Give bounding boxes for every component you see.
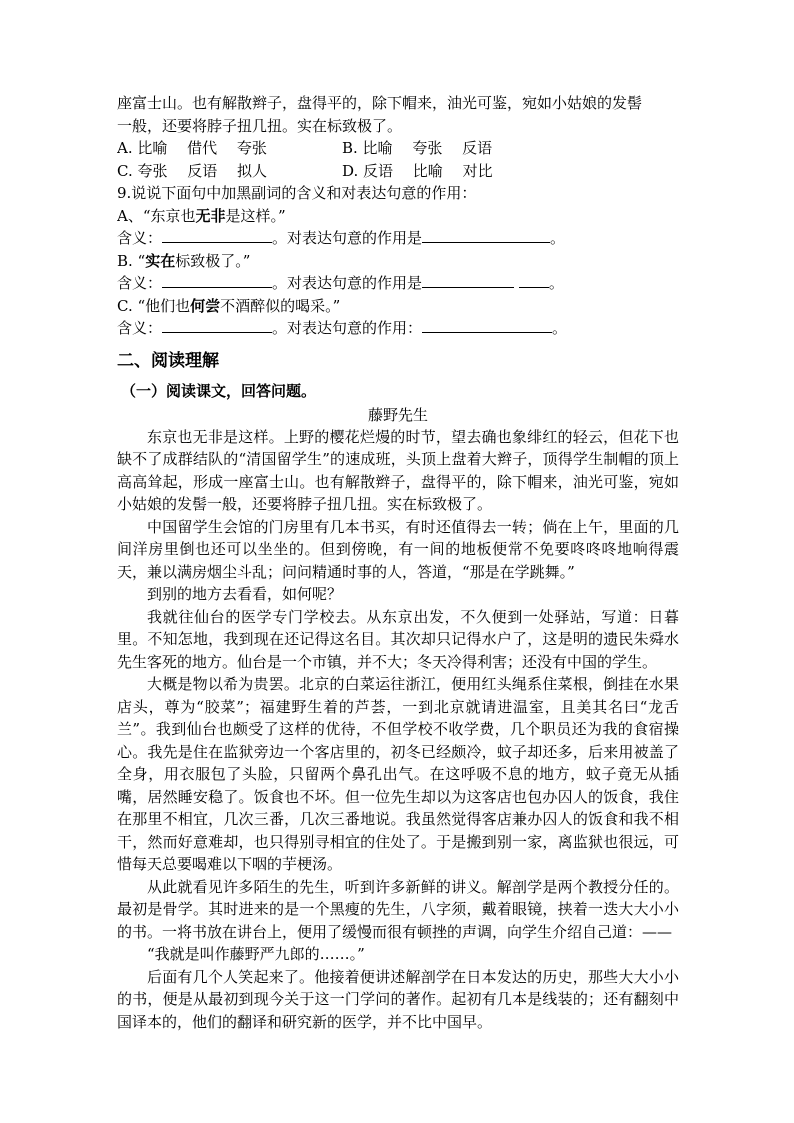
q9-answer-a: 含义： 。对表达句意的作用是 。	[117, 229, 566, 247]
article-title: 藤野先生	[367, 405, 428, 424]
option-c: C. 夸张 反语 拟人	[117, 161, 268, 180]
options-row-1	[117, 137, 679, 160]
page-content	[117, 92, 679, 1033]
q9-item-a: A、“东京也无非是这样。”	[117, 206, 286, 225]
option-d: D. 反语 比喻 对比	[342, 161, 493, 180]
question-9-prompt: 9.说说下面句中加黑副词的含义和对表达句意的作用：	[117, 184, 477, 202]
prev-passage-line-1: 座富士山。也有解散辫子，盘得平的，除下帽来，油光可鉴，宛如小姑娘的发髻	[117, 94, 643, 112]
q9-item-c: C. “他们也何尝不酒醉似的喝采。”	[117, 296, 341, 315]
q9-item-b: B. “实在标致极了。”	[117, 251, 251, 270]
paragraph: 我就往仙台的医学专门学校去。从东京出发，不久便到一处驿站，写道：日暮里。不知怎地，我到现在还记得这名目。其次却只记得水户了，这是明的遗民朱舜水先生客死的地方。仙台是一个市镇，并不大；冬天冷得利害；还没有中国的学生。	[117, 607, 679, 671]
paragraph: 中国留学生会馆的门房里有几本书买，有时还值得去一转；倘在上午，里面的几间洋房里倒也还可以坐坐的。但到傍晚，有一间的地板便常不免要咚咚咚地响得震天，兼以满房烟尘斗乱；问问精通时事的人，答道，“那是在学跳舞。”	[117, 517, 679, 581]
paragraph: 后面有几个人笑起来了。他接着便讲述解剖学在日本发达的历史，那些大大小小的书，便是从最初到现今关于这一门学问的著作。起初有几本是线装的；还有翻刻中国译本的，他们的翻译和研究新的医学，并不比中国早。	[117, 967, 679, 1031]
bold-adverb-b: 实在	[145, 251, 176, 270]
option-b: B. 比喻 夸张 反语	[342, 139, 493, 157]
answer-blank[interactable]	[422, 227, 550, 243]
paragraph: 大概是物以希为贵罢。北京的白菜运往浙江，便用红头绳系住菜根，倒挂在水果店头，尊为“胶菜”；福建野生着的芦荟，一到北京就请进温室，且美其名曰“龙舌兰”。我到仙台也颇受了这样的优待，不但学校不收学费，几个职员还为我的食宿操心。我先是住在监狱旁边一个客店里的，初冬已经颇冷，蚊子却还多，后来用被盖了全身，用衣服包了头脸，只留两个鼻孔出气。在这呼吸不息的地方，蚊子竟无从插嘴，居然睡安稳了。饭食也不坏。但一位先生却以为这客店也包办囚人的饭食，我住在那里不相宜，几次三番，几次三番地说。我虽然觉得客店兼办囚人的饭食和我不相干，然而好意难却，也只得别寻相宜的住处了。于是搬到别一家，离监狱也很远，可惜每天总要喝难以下咽的芋梗汤。	[117, 675, 679, 873]
paragraph: 东京也无非是这样。上野的樱花烂熳的时节，望去确也象绯红的轻云，但花下也缺不了成群结队的“清国留学生”的速成班，头顶上盘着大辫子，顶得学生制帽的顶上高高耸起，形成一座富士山。也有解散辫子，盘得平的，除下帽来，油光可鉴，宛如小姑娘的发髻一般，还要将脖子扭几扭。实在标致极了。	[117, 427, 679, 513]
answer-blank[interactable]	[162, 272, 272, 288]
paragraph: 从此就看见许多陌生的先生，听到许多新鲜的讲义。解剖学是两个教授分任的。最初是骨学。其时进来的是一个黑瘦的先生，八字须，戴着眼镜，挟着一迭大大小小的书。一将书放在讲台上，便用了缓慢而很有顿挫的声调，向学生介绍自己道：——	[117, 877, 679, 941]
article-body	[117, 426, 679, 1034]
bold-adverb-c: 何尝	[190, 296, 221, 315]
option-a: A. 比喻 借代 夸张	[117, 139, 267, 157]
answer-blank[interactable]	[162, 227, 272, 243]
answer-blank[interactable]	[422, 272, 514, 288]
subsection-heading: （一）阅读课文，回答问题。	[121, 381, 317, 400]
bold-adverb-a: 无非	[195, 206, 226, 225]
answer-blank[interactable]	[519, 272, 549, 288]
answer-blank[interactable]	[422, 317, 552, 333]
section-heading: 二、阅读理解	[117, 350, 219, 371]
q9-answer-c: 含义： 。对表达句意的作用： 。	[117, 319, 568, 337]
options-row-2	[117, 160, 679, 183]
paragraph: “我就是叫作藤野严九郎的……。”	[147, 945, 365, 963]
q9-answer-b: 含义： 。对表达句意的作用是 。	[117, 274, 564, 292]
prev-passage-line-2: 一般，还要将脖子扭几扭。实在标致极了。	[117, 116, 403, 135]
paragraph: 到别的地方去看看，如何呢？	[147, 585, 343, 603]
answer-blank[interactable]	[162, 317, 272, 333]
